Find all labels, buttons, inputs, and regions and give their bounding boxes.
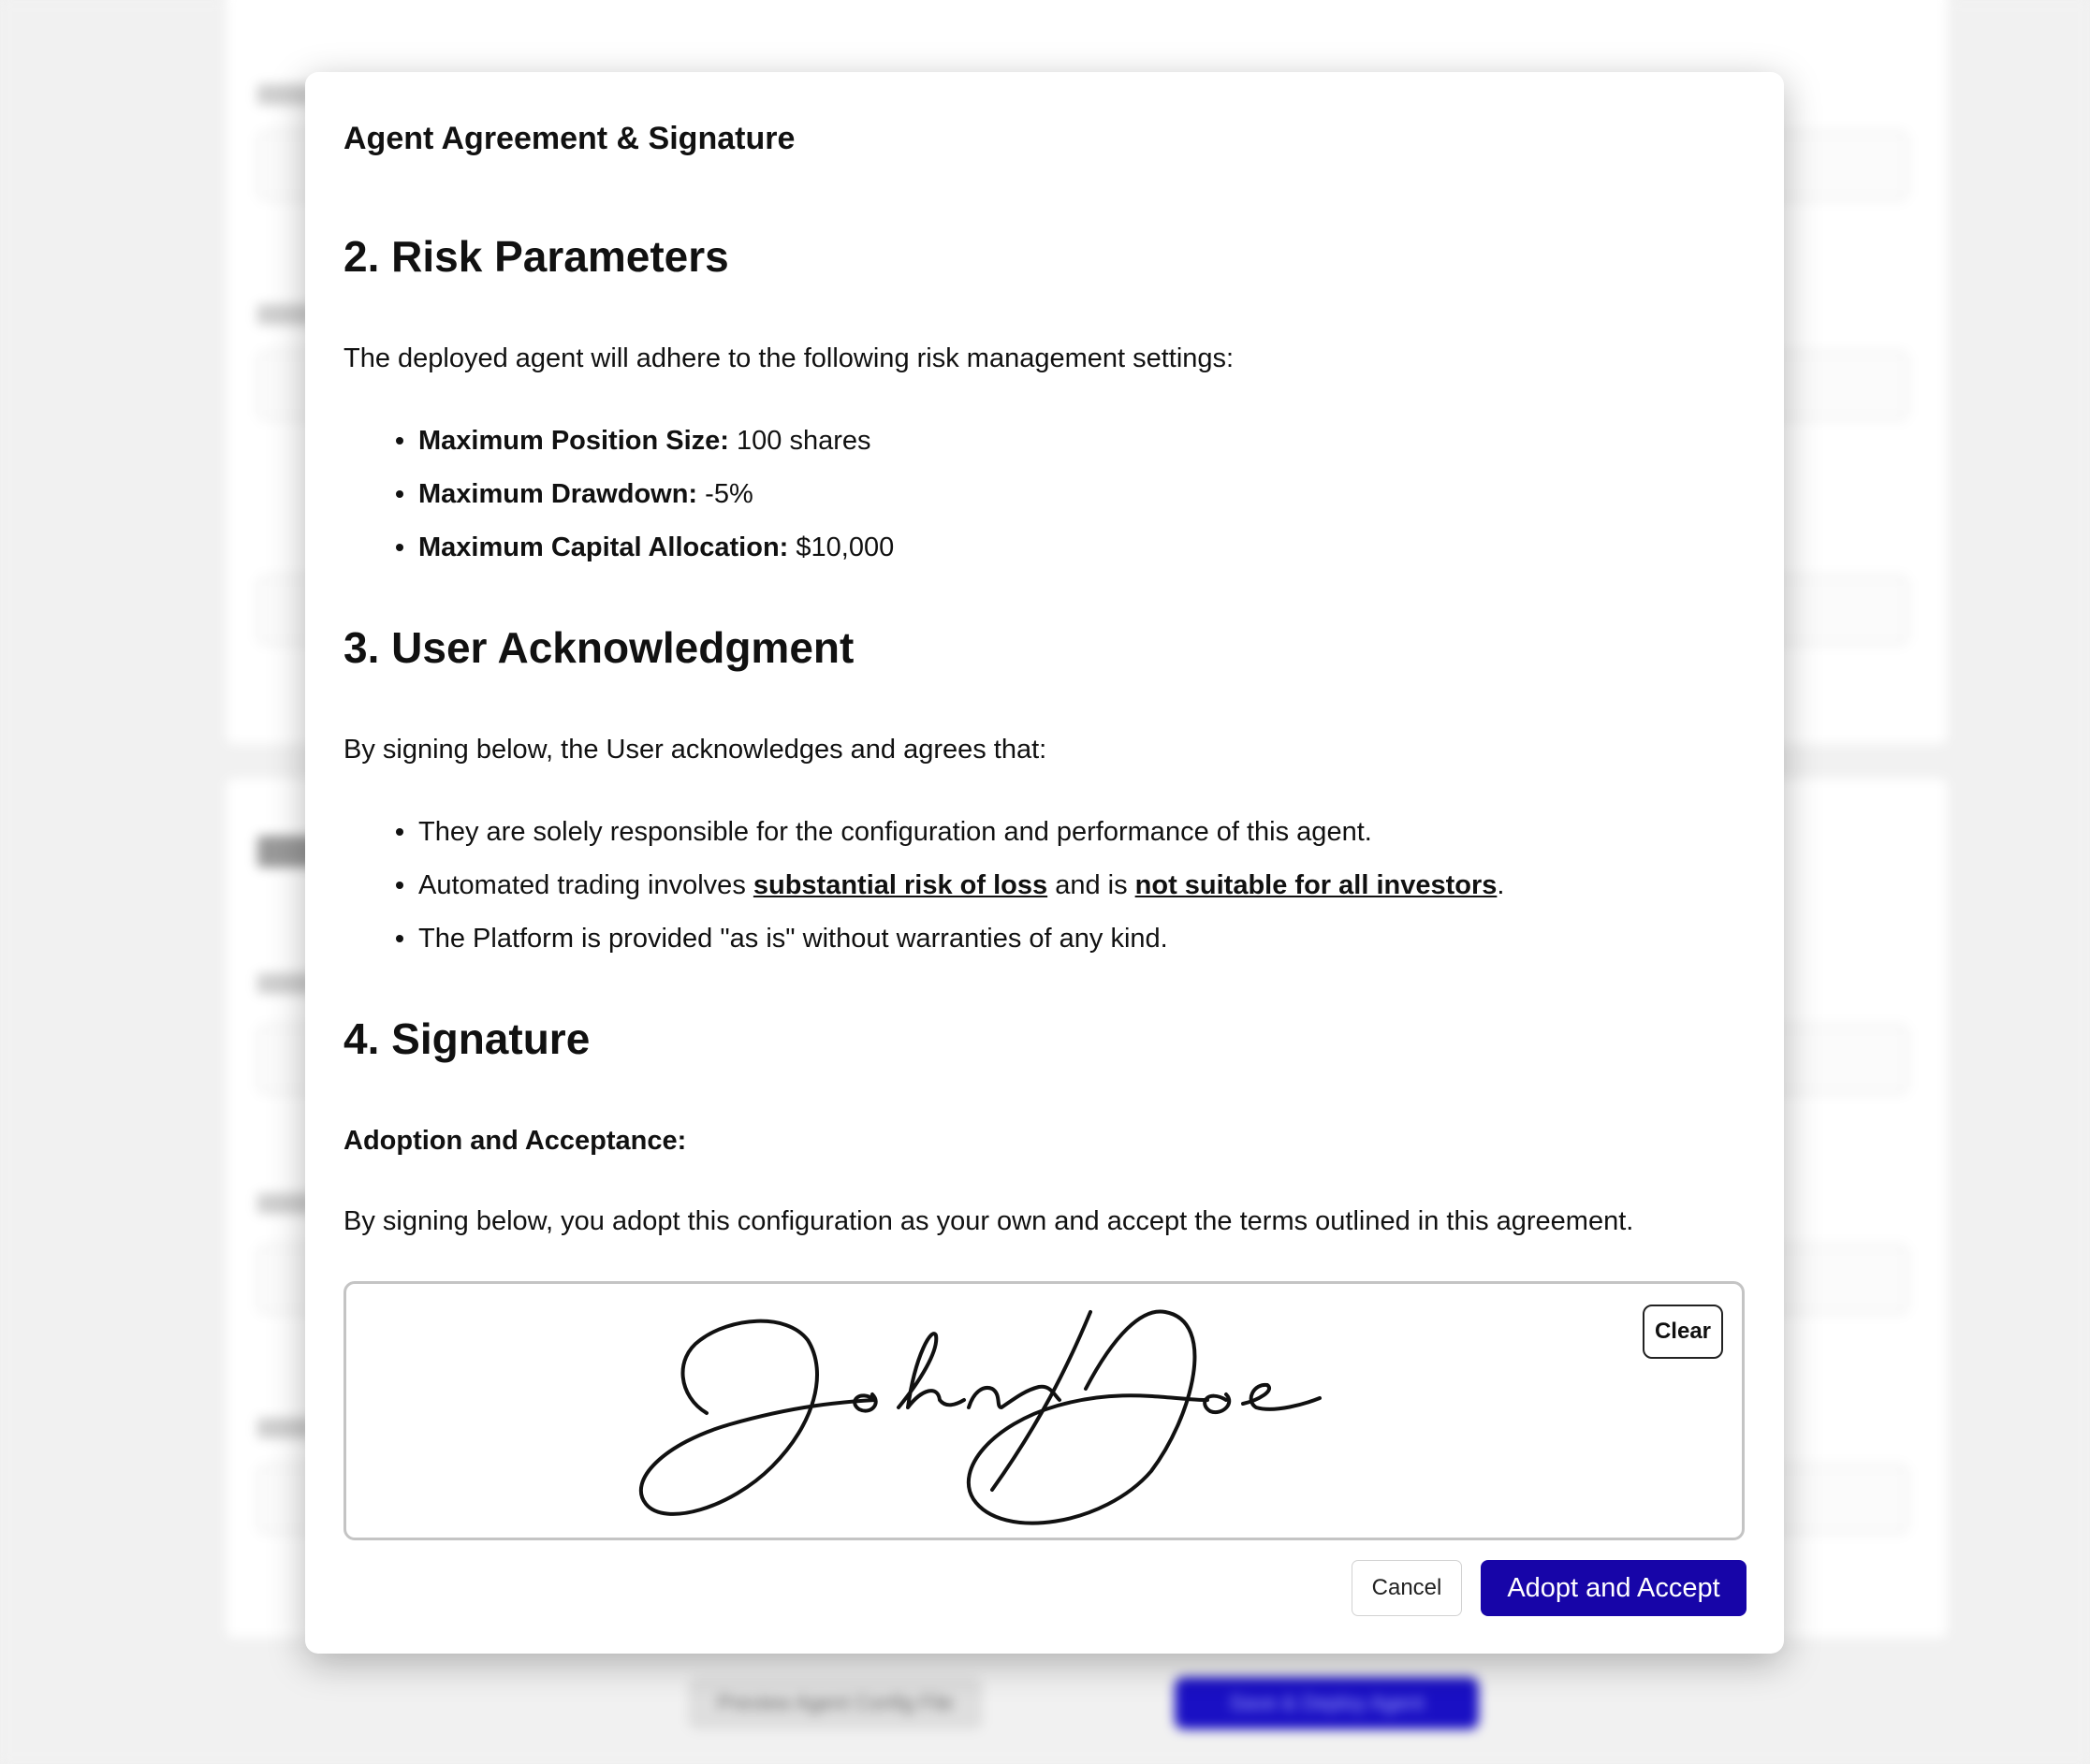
list-item <box>343 531 894 584</box>
list-item <box>343 922 1504 975</box>
agreement-modal <box>305 72 1784 1654</box>
section-title-risk-parameters: 2. Risk Parameters <box>343 232 729 281</box>
save-deploy-button: Save & Deploy Agent <box>1175 1677 1479 1729</box>
acknowledgment-list <box>343 815 1504 975</box>
ack-item-text: The Platform is provided "as is" without warranties of any kind. <box>418 924 1168 954</box>
not-suitable-emphasis: not suitable for all investors <box>1134 870 1498 900</box>
signature-pad[interactable] <box>343 1281 1745 1540</box>
risk-label: Maximum Drawdown: <box>418 479 698 509</box>
modal-title: Agent Agreement & Signature <box>343 121 796 156</box>
risk-intro-text: The deployed agent will adhere to the following risk management settings: <box>343 343 1235 373</box>
list-item <box>343 424 894 477</box>
list-item <box>343 868 1504 922</box>
adopt-and-accept-button[interactable]: Adopt and Accept <box>1481 1560 1747 1616</box>
risk-value: $10,000 <box>796 532 895 562</box>
list-item <box>343 477 894 531</box>
list-item <box>343 815 1504 868</box>
section-title-signature: 4. Signature <box>343 1014 591 1063</box>
ack-item-text: Automated trading involves <box>418 870 753 900</box>
risk-value: -5% <box>705 479 753 509</box>
ack-item-text: . <box>1497 870 1505 900</box>
signature-terms-text: By signing below, you adopt this configuration as your own and accept the terms outlined in this agreement. <box>343 1206 1634 1236</box>
preview-config-button: Preview Agent Config File <box>688 1677 983 1729</box>
cancel-button[interactable]: Cancel <box>1352 1560 1462 1616</box>
risk-label: Maximum Capital Allocation: <box>418 532 789 562</box>
risk-label: Maximum Position Size: <box>418 426 729 456</box>
risk-value: 100 shares <box>737 426 871 456</box>
adoption-subtitle: Adoption and Acceptance: <box>343 1126 687 1156</box>
handwritten-signature <box>346 1284 1742 1538</box>
ack-intro-text: By signing below, the User acknowledges and agrees that: <box>343 735 1047 765</box>
ack-item-text: and is <box>1047 870 1135 900</box>
section-title-user-acknowledgment: 3. User Acknowledgment <box>343 623 855 672</box>
clear-signature-button[interactable]: Clear <box>1643 1305 1723 1359</box>
ack-item-text: They are solely responsible for the configuration and performance of this agent. <box>418 817 1372 847</box>
risk-of-loss-emphasis: substantial risk of loss <box>753 870 1048 900</box>
risk-parameters-list <box>343 424 894 584</box>
